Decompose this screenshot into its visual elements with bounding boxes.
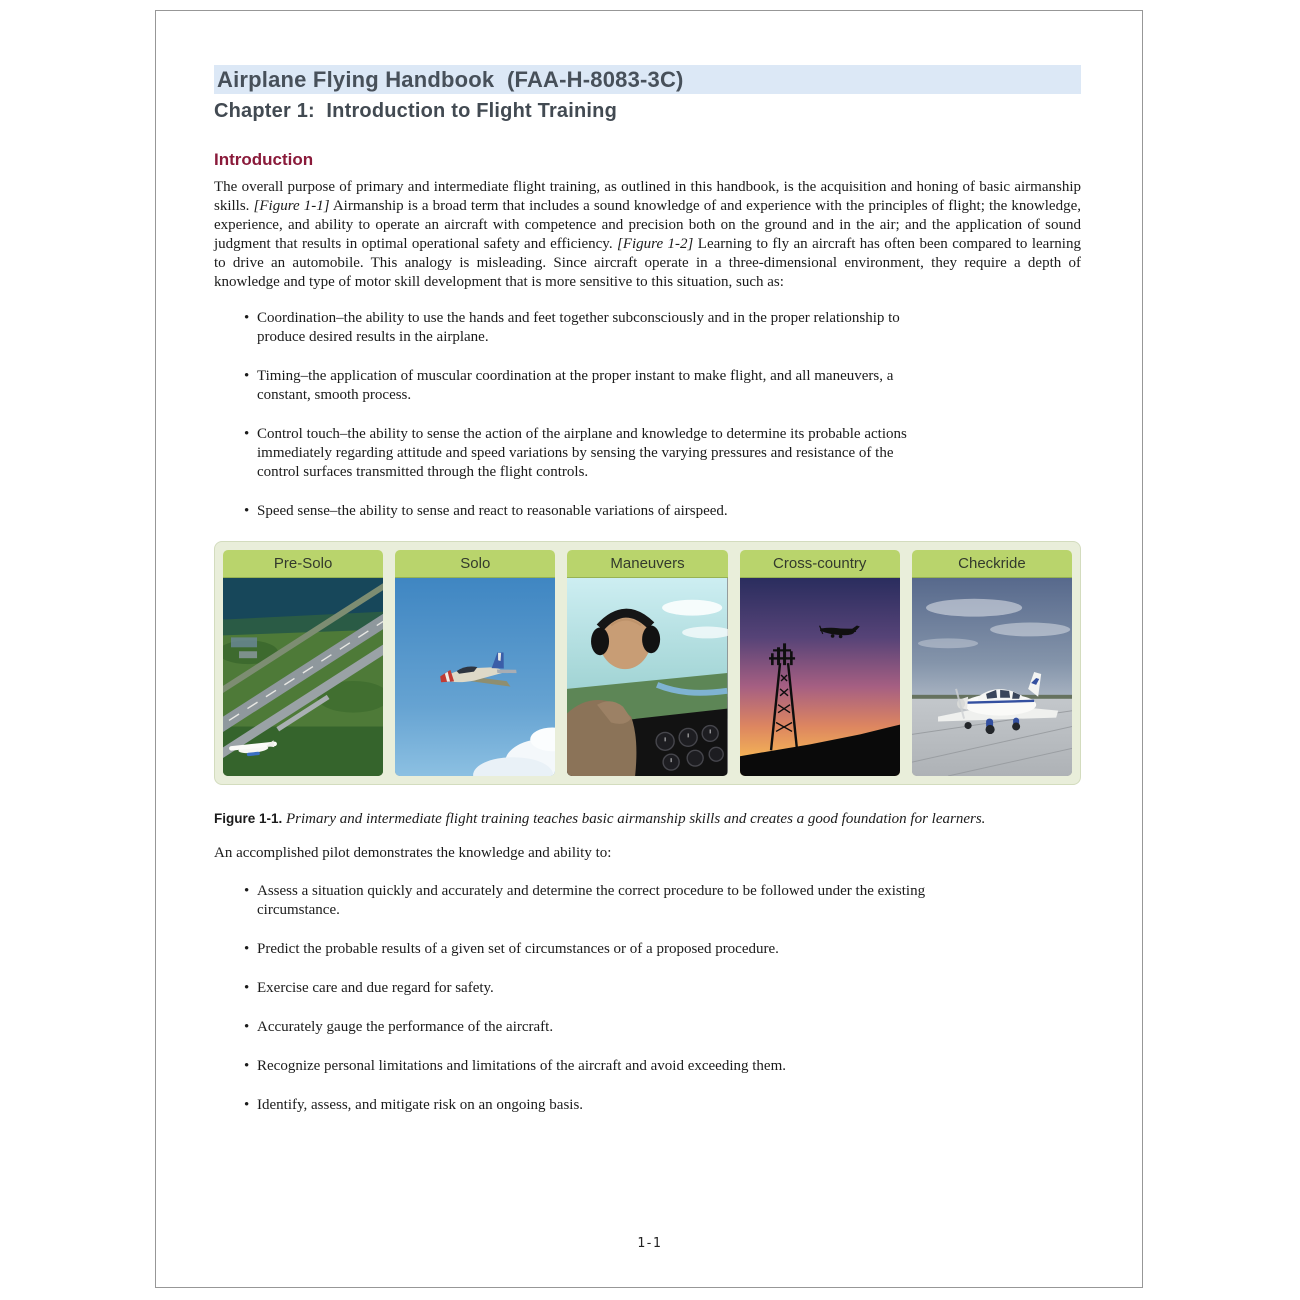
document-page: [155, 10, 1143, 1288]
figure-1-2-reference: [Figure 1-2]: [617, 236, 694, 252]
figure-1-1-reference: [Figure 1-1]: [253, 198, 330, 214]
figure-1-1: [214, 541, 1081, 785]
figure-caption: [214, 811, 1081, 828]
list-item-speed-sense: • Speed sense–the ability to sense and react to reasonable variations of airspeed.: [244, 502, 934, 521]
airmanship-skills-list: [214, 309, 934, 521]
checkride-ramp-illustration: [912, 578, 1072, 776]
figure-panel-maneuvers: [567, 550, 727, 776]
cockpit-pilot-illustration: [567, 578, 727, 776]
accomplished-pilot-lead: An accomplished pilot demonstrates the knowledge and ability to:: [214, 845, 612, 861]
panel-label-solo: Solo: [395, 550, 555, 578]
accomplished-pilot-list: [214, 882, 944, 1115]
list-item-gauge-performance: • Accurately gauge the performance of the aircraft.: [244, 1018, 944, 1037]
figure-caption-text: Primary and intermediate flight training teaches basic airmanship skills and creates a good foundation for learners.: [282, 811, 986, 827]
list-item-timing: • Timing–the application of muscular coordination at the proper instant to make flight, and all maneuvers, a constant, smooth process.: [244, 367, 934, 405]
panel-label-pre-solo: Pre-Solo: [223, 550, 383, 578]
figure-panel-solo: [395, 550, 555, 776]
list-item-coordination: • Coordination–the ability to use the hands and feet together subconsciously and in the proper relationship to produce desired results in the airplane.: [244, 309, 934, 347]
photo-aerial-airport: [223, 578, 383, 776]
panel-label-maneuvers: Maneuvers: [567, 550, 727, 578]
panel-label-cross-country: Cross-country: [740, 550, 900, 578]
intro-paragraph-part-3: Learning to fly an aircraft has often been compared to learning to drive an automobile. This analogy is misleading. Since aircraft operate in a three-dimensional environment, they require a depth of knowledge and type of motor skill development that is more sensitive to this situation, such as:: [214, 236, 1081, 290]
sunset-cross-country-illustration: [740, 578, 900, 776]
list-item-predict: • Predict the probable results of a given set of circumstances or of a proposed procedure.: [244, 940, 944, 959]
intro-paragraph: [214, 178, 1081, 292]
panel-label-checkride: Checkride: [912, 550, 1072, 578]
chapter-title: Chapter 1: Introduction to Flight Training: [214, 100, 618, 122]
list-item-mitigate-risk: • Identify, assess, and mitigate risk on an ongoing basis.: [244, 1096, 944, 1115]
title-band: [214, 65, 1081, 94]
intro-paragraph-part-2: Airmanship is a broad term that includes a sound knowledge of and experience with the principles of flight; the knowledge, experience, and ability to operate an aircraft with competence and precision both on the ground and in the air; and the application of sound judgment that results in optimal operational safety and efficiency.: [214, 198, 1081, 252]
figure-panel-pre-solo: [223, 550, 383, 776]
document-title: Airplane Flying Handbook (FAA-H-8083-3C): [217, 66, 684, 92]
photo-cockpit-pilot: [567, 578, 727, 776]
list-item-exercise-care: • Exercise care and due regard for safety.: [244, 979, 944, 998]
list-item-control-touch: • Control touch–the ability to sense the action of the airplane and knowledge to determine its probable actions immediately regarding attitude and speed variations by sensing the varying pressures and resistance of the control surfaces transmitted through the flight controls.: [244, 425, 934, 482]
section-heading-introduction: Introduction: [214, 150, 314, 169]
figure-caption-label: Figure 1-1.: [214, 811, 283, 826]
solo-flight-illustration: [395, 578, 555, 776]
photo-checkride-ramp: [912, 578, 1072, 776]
intro-paragraph-part-1: The overall purpose of primary and intermediate flight training, as outlined in this handbook, is the acquisition and honing of basic airmanship skills.: [214, 179, 1081, 214]
list-item-assess: • Assess a situation quickly and accurately and determine the correct procedure to be followed under the existing circumstance.: [244, 882, 944, 920]
page-number: 1-1: [637, 1236, 661, 1251]
figure-panel-cross-country: [740, 550, 900, 776]
page-content: [214, 65, 1081, 1135]
list-item-recognize-limitations: • Recognize personal limitations and limitations of the aircraft and avoid exceeding them.: [244, 1057, 944, 1076]
photo-solo-flight: [395, 578, 555, 776]
aerial-airport-illustration: [223, 578, 383, 776]
figure-panel-checkride: [912, 550, 1072, 776]
photo-sunset-cross-country: [740, 578, 900, 776]
